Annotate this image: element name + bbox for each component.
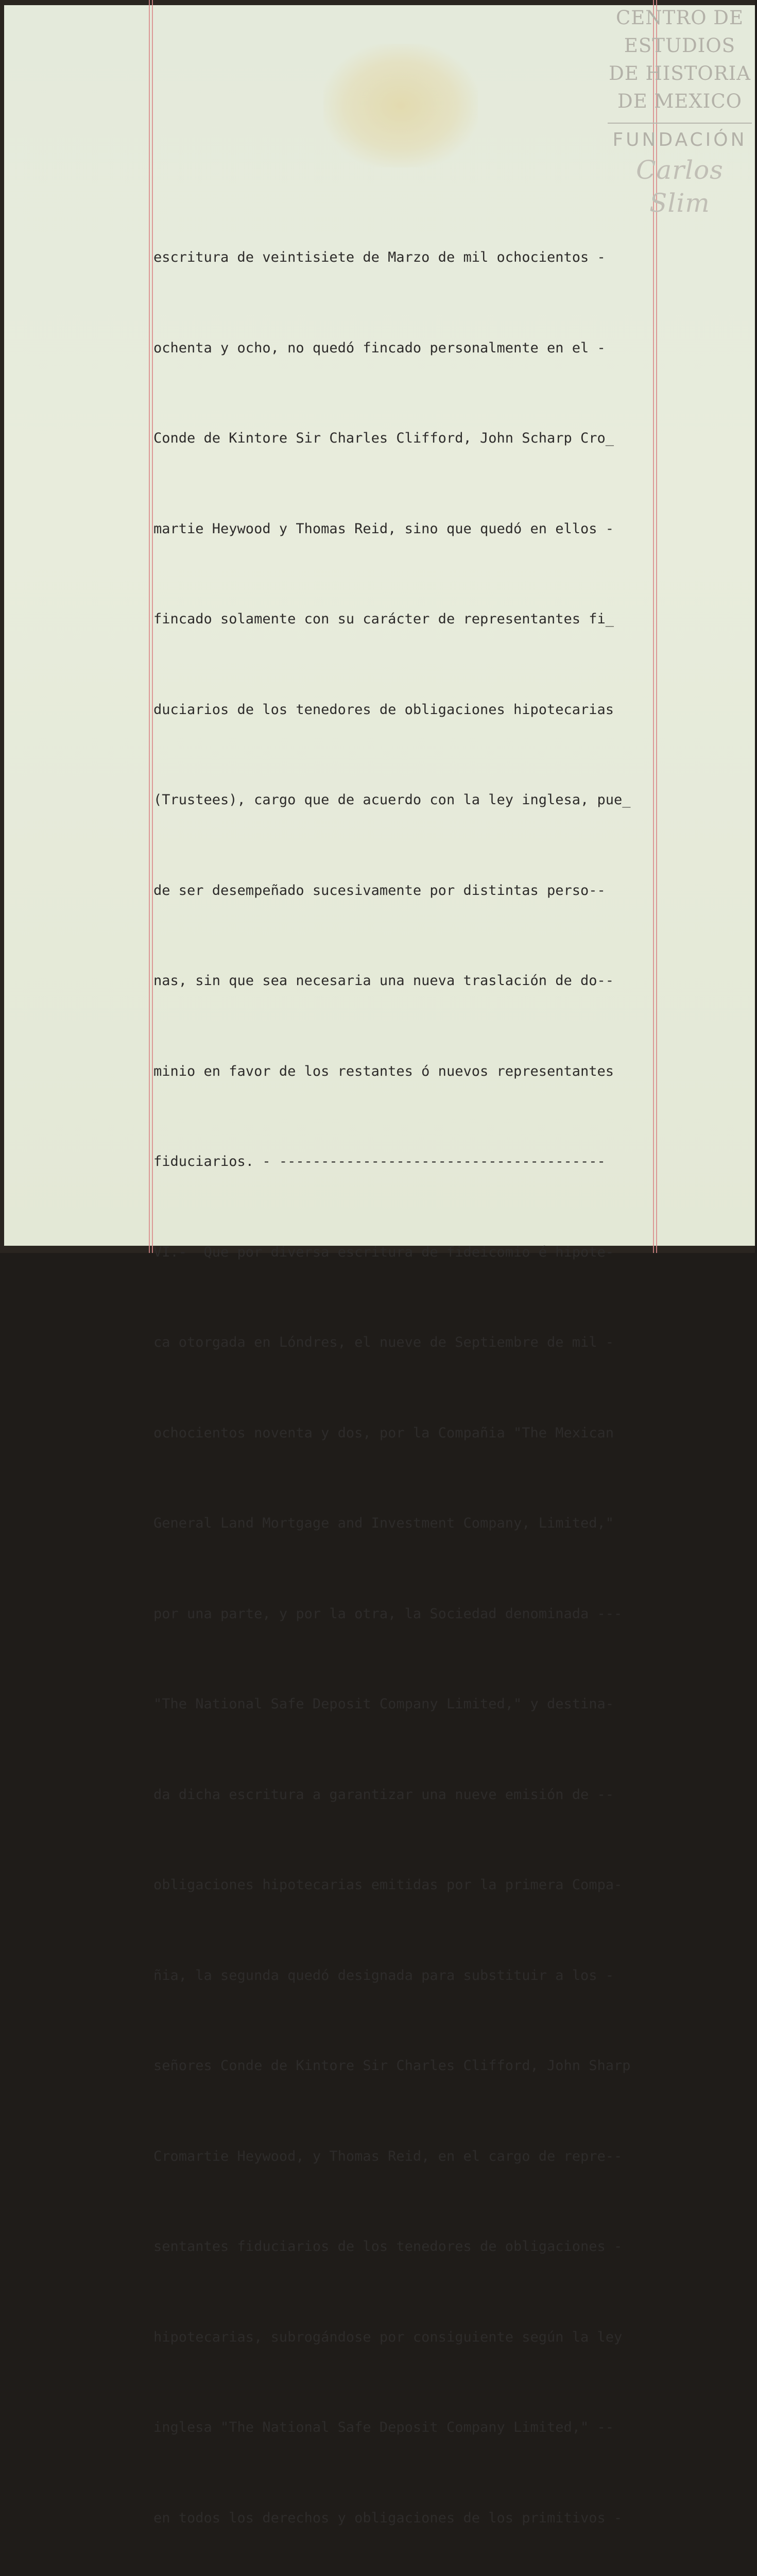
text-line: hipotecarias, subrogándose por consiguiente según la ley [153,2329,623,2345]
page-edge-left [0,0,4,1253]
text-line: escritura de veintisiete de Marzo de mil ochocientos - [153,249,606,265]
text-line: martie Heywood y Thomas Reid, sino que quedó en ellos - [153,520,614,537]
watermark-line-2: ESTUDIOS [624,35,736,57]
text-line: fiduciarios. - --------------------------------------- [153,1154,606,1170]
text-line: nas, sin que sea necesaria una nueva traslación de do-- [153,973,614,989]
text-line: en todos los derechos y obligaciones de los primitivos - [153,2510,623,2526]
text-line: ñia, la segunda quedó designada para substituir a los - [153,1967,614,1984]
text-line: ca otorgada en Lóndres, el nueve de Septiembre de mil - [153,1334,614,1350]
paper-stain [323,44,478,167]
text-line: minio en favor de los restantes ó nuevos representantes [153,1063,614,1079]
typed-text-body [153,182,658,2576]
watermark-line-3: DE HISTORIA [609,62,751,84]
text-line: de ser desempeñado sucesivamente por distintas perso-- [153,882,606,899]
text-line: da dicha escritura a garantizar una nueve emisión de -- [153,1786,614,1803]
text-line: duciarios de los tenedores de obligaciones hipotecarias [153,701,614,718]
text-line: Cromartie Heywood, y Thomas Reid, en el cargo de repre-- [153,2148,623,2164]
text-line: ochocientos noventa y dos, por la Compañia "The Mexican [153,1425,614,1441]
watermark-line-1: CENTRO DE [615,7,744,29]
text-line: fincado solamente con su carácter de representantes fi_ [153,611,614,627]
watermark-signature: Carlos Slim [636,155,724,218]
left-margin-line [149,0,150,1253]
text-line: ochenta y ocho, no quedó fincado personalmente en el - [153,340,606,356]
text-line: obligaciones hipotecarias emitidas por la primera Compa- [153,1877,623,1893]
text-line: señores Conde de Kintore Sir Charles Clifford, John Sharp [153,2058,631,2074]
left-margin-line-inner [152,0,153,1253]
text-line: sentantes fiduciarios de los tenedores de obligaciones - [153,2239,623,2255]
text-line: General Land Mortgage and Investment Company, Limited," [153,1515,614,1531]
watermark-line-4: DE MEXICO [617,90,742,112]
text-line: inglesa "The National Safe Deposit Company Limited," -- [153,2419,614,2435]
text-line: "The National Safe Deposit Company Limited," y destina- [153,1696,614,1712]
text-line: (Trustees), cargo que de acuerdo con la ley inglesa, pue_ [153,792,631,808]
text-line: Conde de Kintore Sir Charles Clifford, John Scharp Cro_ [153,430,614,446]
watermark-divider [608,123,752,124]
text-line: VI.- Que por diversa escritura de fideicomio é hipote- [153,1244,614,1260]
watermark-foundation: FUNDACIÓN [612,129,747,150]
text-line: por una parte, y por la otra, la Sociedad denominada --- [153,1605,623,1622]
